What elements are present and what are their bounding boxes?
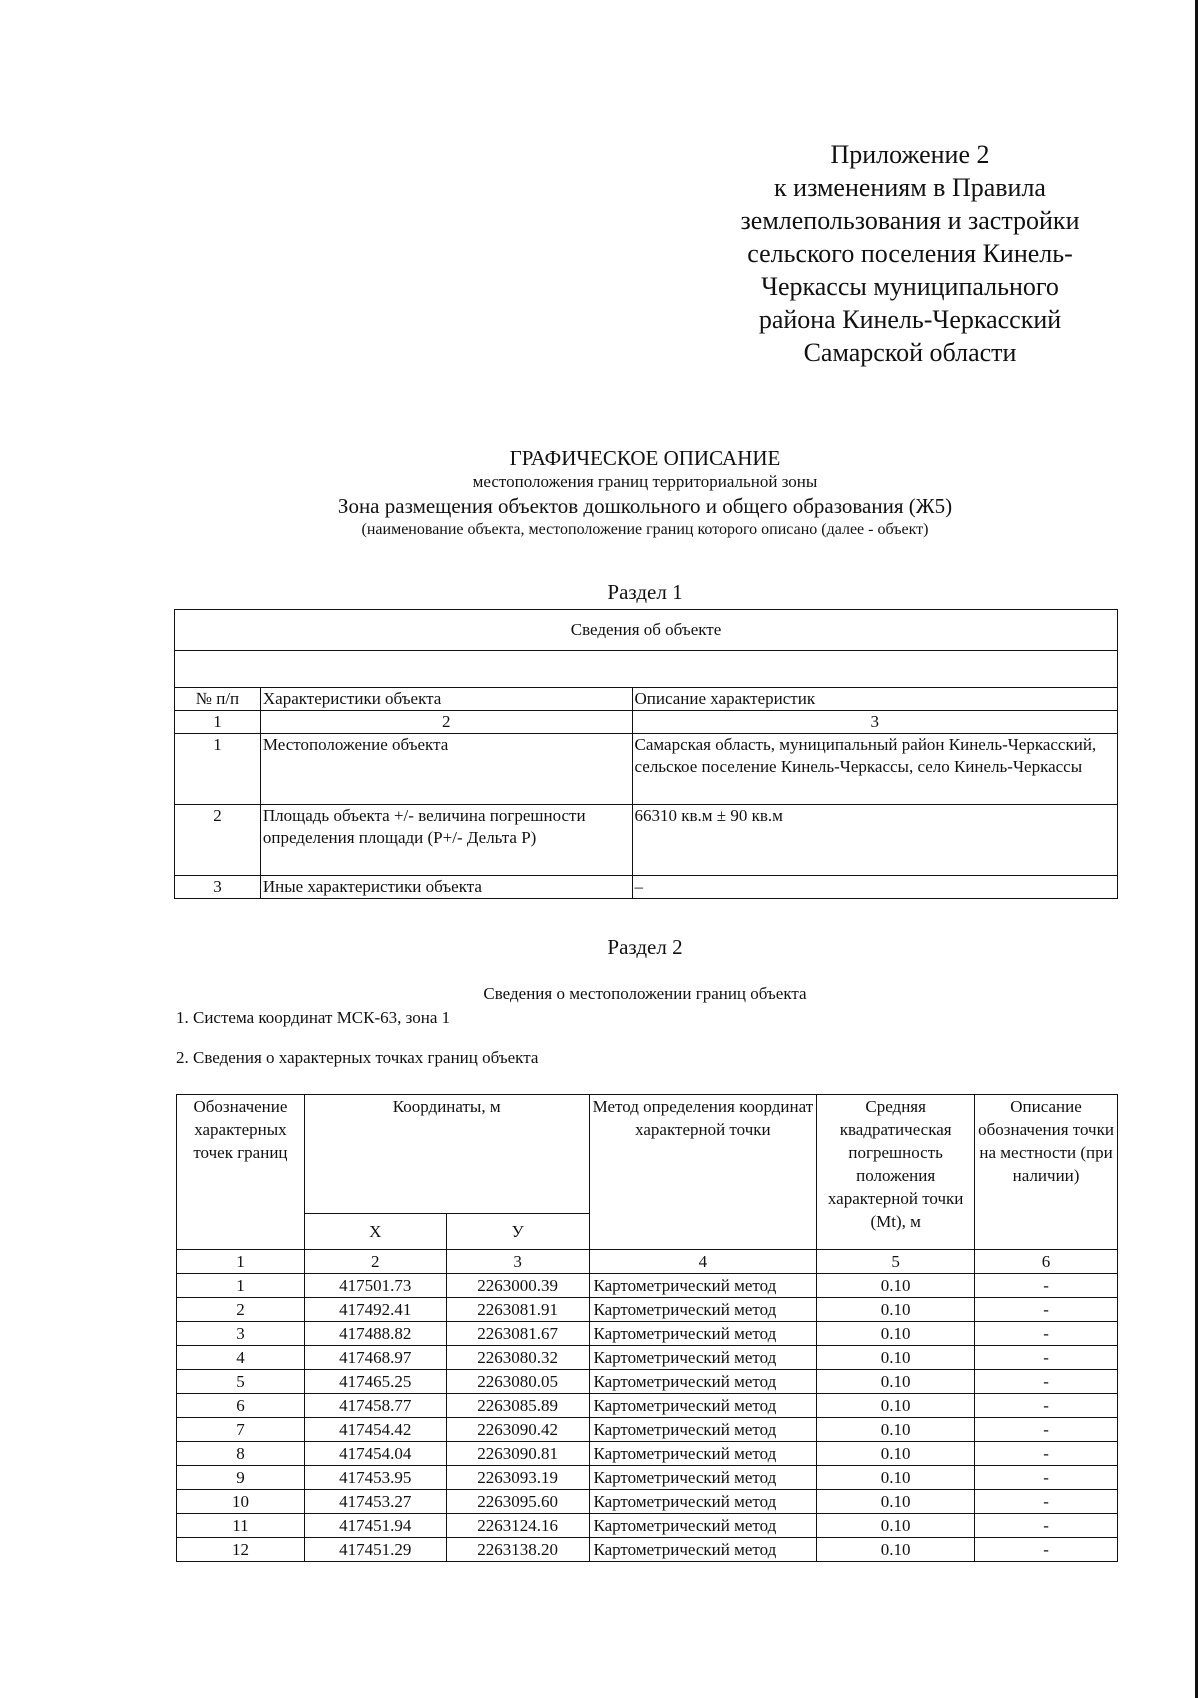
header-x: X (304, 1214, 446, 1250)
method: Картометрический метод (589, 1466, 817, 1490)
header-cell: Характеристики объекта (260, 688, 632, 711)
point-number: 4 (177, 1346, 305, 1370)
point-number: 8 (177, 1442, 305, 1466)
description: - (975, 1346, 1118, 1370)
description: - (975, 1442, 1118, 1466)
coord-y: 2263090.81 (446, 1442, 589, 1466)
row-number: 3 (175, 876, 261, 899)
row-name: Местоположение объекта (260, 734, 632, 805)
appendix-line: Черкассы муниципального (761, 272, 1059, 301)
header-cell: Описание характеристик (632, 688, 1117, 711)
point-number: 10 (177, 1490, 305, 1514)
method: Картометрический метод (589, 1442, 817, 1466)
coord-x: 417451.94 (304, 1514, 446, 1538)
coord-x: 417501.73 (304, 1274, 446, 1298)
coord-y: 2263081.91 (446, 1298, 589, 1322)
points-body (177, 1274, 1118, 1562)
title-sub3: (наименование объекта, местоположение границ которого описано (далее - объект) (361, 521, 929, 538)
table-row (177, 1418, 1118, 1442)
coord-system-line: 1. Система координат МСК-63, зона 1 (176, 1008, 451, 1027)
point-number: 1 (177, 1274, 305, 1298)
coord-x: 417454.04 (304, 1442, 446, 1466)
document-title (180, 445, 1110, 541)
col-number: 2 (260, 711, 632, 734)
error: 0.10 (817, 1370, 975, 1394)
coord-y: 2263080.32 (446, 1346, 589, 1370)
coord-y: 2263080.05 (446, 1370, 589, 1394)
table-row (177, 1514, 1118, 1538)
col-number: 1 (175, 711, 261, 734)
row-value: Самарская область, муниципальный район Кинель-Черкасский, сельское поселение Кинель-Черкассы, село Кинель-Черкассы (632, 734, 1117, 805)
col-number: 3 (446, 1250, 589, 1274)
point-number: 11 (177, 1514, 305, 1538)
description: - (975, 1322, 1118, 1346)
coord-x: 417453.95 (304, 1466, 446, 1490)
description: - (975, 1466, 1118, 1490)
coord-x: 417465.25 (304, 1370, 446, 1394)
section2-subtitle: Сведения о местоположении границ объекта (483, 984, 807, 1003)
error: 0.10 (817, 1514, 975, 1538)
point-number: 12 (177, 1538, 305, 1562)
coord-x: 417458.77 (304, 1394, 446, 1418)
table-blank-row (175, 651, 1118, 688)
appendix-line: к изменениям в Правила (774, 173, 1046, 202)
method: Картометрический метод (589, 1370, 817, 1394)
header-error: Средняя квадратическая погрешность положения характерной точки (Mt), м (817, 1095, 975, 1250)
row-value: – (632, 876, 1117, 899)
method: Картометрический метод (589, 1274, 817, 1298)
coord-x: 417453.27 (304, 1490, 446, 1514)
coord-y: 2263093.19 (446, 1466, 589, 1490)
point-number: 2 (177, 1298, 305, 1322)
page-edge (1195, 0, 1198, 1698)
error: 0.10 (817, 1322, 975, 1346)
title-sub1: местоположения границ территориальной зоны (472, 472, 818, 491)
description: - (975, 1514, 1118, 1538)
coord-x: 417451.29 (304, 1538, 446, 1562)
appendix-line: землепользования и застройки (740, 206, 1080, 235)
coord-y: 2263124.16 (446, 1514, 589, 1538)
section2-heading: Раздел 2 (607, 935, 683, 959)
appendix-line: Самарской области (803, 338, 1017, 367)
table-title: Сведения об объекте (175, 610, 1118, 651)
object-info-table (174, 609, 1118, 899)
point-number: 9 (177, 1466, 305, 1490)
table-row (177, 1370, 1118, 1394)
appendix-line: района Кинель-Черкасский (758, 305, 1062, 334)
coord-y: 2263085.89 (446, 1394, 589, 1418)
points-info-line: 2. Сведения о характерных точках границ объекта (176, 1048, 539, 1067)
row-number: 1 (175, 734, 261, 805)
title-sub2: Зона размещения объектов дошкольного и общего образования (Ж5) (337, 494, 953, 518)
description: - (975, 1538, 1118, 1562)
coord-x: 417454.42 (304, 1418, 446, 1442)
col-number: 5 (817, 1250, 975, 1274)
header-cell: № п/п (175, 688, 261, 711)
description: - (975, 1394, 1118, 1418)
appendix-note (720, 138, 1100, 369)
error: 0.10 (817, 1394, 975, 1418)
method: Картометрический метод (589, 1418, 817, 1442)
method: Картометрический метод (589, 1394, 817, 1418)
coord-y: 2263000.39 (446, 1274, 589, 1298)
description: - (975, 1490, 1118, 1514)
method: Картометрический метод (589, 1298, 817, 1322)
appendix-line: сельского поселения Кинель- (747, 239, 1073, 268)
error: 0.10 (817, 1442, 975, 1466)
error: 0.10 (817, 1298, 975, 1322)
description: - (975, 1298, 1118, 1322)
col-number: 6 (975, 1250, 1118, 1274)
table-row (177, 1298, 1118, 1322)
coord-y: 2263081.67 (446, 1322, 589, 1346)
point-number: 3 (177, 1322, 305, 1346)
table-row (177, 1490, 1118, 1514)
table-row (177, 1442, 1118, 1466)
error: 0.10 (817, 1274, 975, 1298)
table-row (177, 1394, 1118, 1418)
description: - (975, 1418, 1118, 1442)
table-row (177, 1538, 1118, 1562)
coord-x: 417468.97 (304, 1346, 446, 1370)
header-coords: Координаты, м (304, 1095, 589, 1214)
boundary-points-table (176, 1094, 1118, 1562)
method: Картометрический метод (589, 1322, 817, 1346)
description: - (975, 1370, 1118, 1394)
col-number: 3 (632, 711, 1117, 734)
row-name: Площадь объекта +/- величина погрешности определения площади (P+/- Дельта P) (260, 805, 632, 876)
method: Картометрический метод (589, 1538, 817, 1562)
table-row (177, 1322, 1118, 1346)
error: 0.10 (817, 1466, 975, 1490)
row-name: Иные характеристики объекта (260, 876, 632, 899)
section1-heading: Раздел 1 (607, 580, 683, 604)
header-method: Метод определения координат характерной точки (589, 1095, 817, 1250)
method: Картометрический метод (589, 1514, 817, 1538)
col-number: 2 (304, 1250, 446, 1274)
error: 0.10 (817, 1538, 975, 1562)
coord-x: 417488.82 (304, 1322, 446, 1346)
table-row (177, 1346, 1118, 1370)
col-number: 1 (177, 1250, 305, 1274)
row-value: 66310 кв.м ± 90 кв.м (632, 805, 1117, 876)
error: 0.10 (817, 1418, 975, 1442)
table-row (177, 1466, 1118, 1490)
point-number: 5 (177, 1370, 305, 1394)
row-number: 2 (175, 805, 261, 876)
header-y: У (446, 1214, 589, 1250)
coord-y: 2263090.42 (446, 1418, 589, 1442)
method: Картометрический метод (589, 1490, 817, 1514)
error: 0.10 (817, 1490, 975, 1514)
col-number: 4 (589, 1250, 817, 1274)
error: 0.10 (817, 1346, 975, 1370)
point-number: 7 (177, 1418, 305, 1442)
header-point: Обозначение характерных точек границ (177, 1095, 305, 1250)
appendix-line: Приложение 2 (830, 140, 990, 169)
coord-y: 2263138.20 (446, 1538, 589, 1562)
header-desc: Описание обозначения точки на местности (при наличии) (975, 1095, 1118, 1250)
description: - (975, 1274, 1118, 1298)
method: Картометрический метод (589, 1346, 817, 1370)
coord-y: 2263095.60 (446, 1490, 589, 1514)
table-row (177, 1274, 1118, 1298)
coord-x: 417492.41 (304, 1298, 446, 1322)
point-number: 6 (177, 1394, 305, 1418)
title-main: ГРАФИЧЕСКОЕ ОПИСАНИЕ (509, 446, 781, 470)
